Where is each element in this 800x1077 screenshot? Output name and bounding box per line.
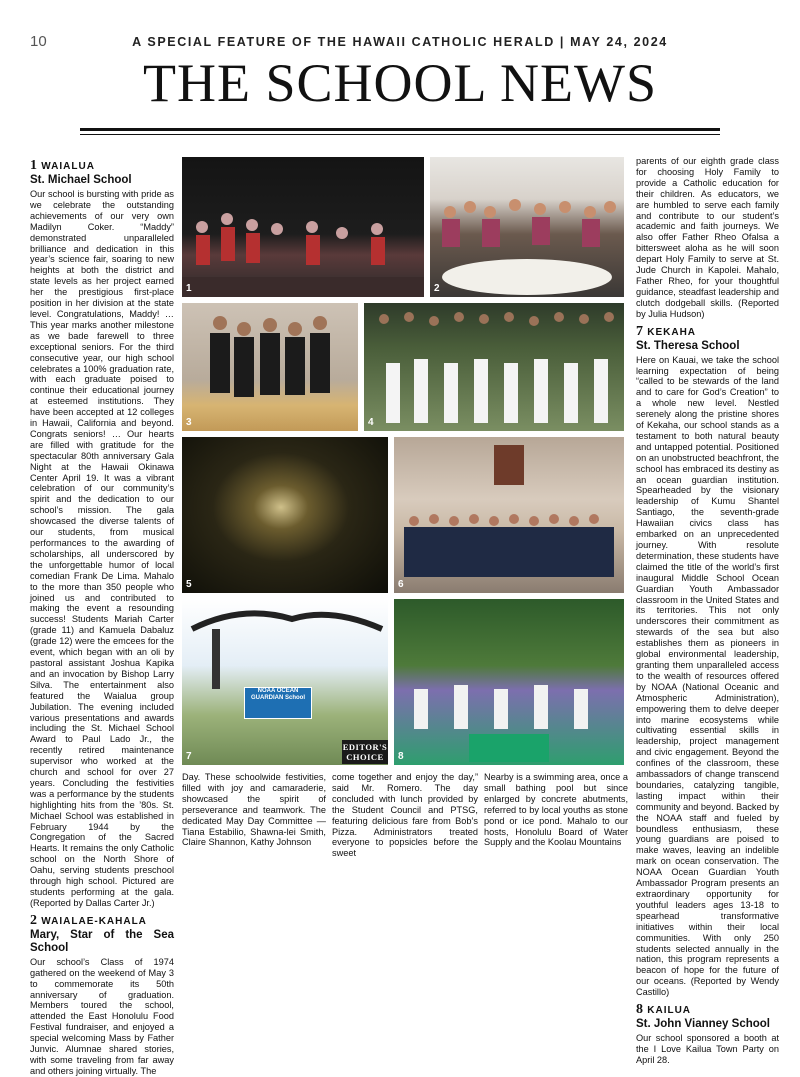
photo-1-figures [182,157,424,297]
article-body: Our school sponsored a booth at the I Love Kailua Town Party on April 28. [636,1033,779,1065]
bottom-column-2 [332,772,478,859]
photo-4 [364,303,624,431]
article-continuation: parents of our eighth grade class for choosing Holy Family to provide a Catholic education for their children. As educators, we are humbled to serve each family and contribute to our student’s academic and faith journeys. We also offer Father Rheo Ofalsa a bittersweet aloha as he will soon depart Holy Family to serve at St. Jude Church in Kapolei. Mahalo, Father Rheo, for your thoughtful guidance, steadfast leadership and clutch dodgeball skills. (Reported by Julia Hudson) [636,156,779,319]
photo-5 [182,437,388,593]
masthead-rule-thin [80,134,720,135]
photo-3-figures [182,303,358,431]
editors-choice-badge: EDITOR'S CHOICE [342,742,388,762]
school-name: St. John Vianney School [636,1018,770,1031]
photo-label: 3 [186,417,192,428]
photo-1 [182,157,424,297]
photo-3 [182,303,358,431]
section-number: 2 [30,912,38,928]
photo-label: 2 [434,283,440,294]
school-name: Mary, Star of the Sea School [30,928,174,954]
photo-label: 6 [398,579,404,590]
section-heading [636,324,779,340]
article-body: Our school is bursting with pride as we celebrate the outstanding achievements of our very own Madilyn Coker. “Maddy” demonstrated unparalleled brilliance and dedication in this year’s science fair, soaring to new heights at both the district and state levels as her project earned her the prestigious first-place position in her division at the state level. Congratulations, Maddy! … This year marks another milestone as we bade farewell to three exceptional seniors. For the third consecutive year, our high school celebrates a 100% graduation rate, with each graduate poised to continue their educational journey at esteemed institutions. They have been accepted at 12 colleges in Hawaii, California and beyond. Congrats seniors! … Our hearts are filled with gratitude for the spectacular 80th anniversary Gala Night at the Hawaii Okinawa Center April 19. It was a vibrant celebration of our community’s spirit and the dedication to our school’s mission. The gala showcased the diverse talents of our students, from musical performances to the awarding of scholarships, all underscored by the unforgettable humor of local comedian Frank De Lima. Mahalo to the more than 350 people who joined us and contributed to making the event a resounding success! Students Mariah Carter (grade 11) and Kamuela Dabaluz (grade 12) were the emcees for the event, which began with an oli by pastoral assistant Joshua Kapika and an invocation by Bishop Larry Silva. The entertainment also featured the Waialua group Jubilation. The evening included various presentations and awards including the St. Michael School Award to Paul Lado Jr., the recently retired maintenance supervisor who worked at the church and school for over 27 years. Concluding the festivities was a performance by the students highlighting hits from the ’80s. St. Michael School was established in February 1944 by the Congregation of the Sacred Hearts. It remains the only Catholic school on the North Shore of Oahu, serving students preschool through high school. Pictured are students performing at the gala. (Reported by Dallas Carter Jr.) [30,189,174,908]
photo-label: 7 [186,751,192,762]
photo-label: 4 [368,417,374,428]
photo-6 [394,437,624,593]
section-heading [30,158,174,174]
bottom-column-1 [182,772,326,848]
section-number: 8 [636,1002,644,1018]
photo-2 [430,157,624,297]
section-location: WAIALUA [41,161,95,172]
section-number: 7 [636,323,644,339]
school-name: St. Michael School [30,174,132,186]
article-body: come together and enjoy the day,” said Mr. Romero. The day concluded with lunch provided by the Student Council and PTSG, featuring delicious fare from Bob’s Pizza. Administrators treated everyone to popsicles before the sweet [332,772,478,859]
kicker: A SPECIAL FEATURE OF THE HAWAII CATHOLIC HERALD | MAY 24, 2024 [132,35,668,49]
photo-4-figures [364,303,624,431]
masthead-rule [80,128,720,131]
ocean-guardian-banner: NOAA OCEAN GUARDIAN School [244,687,312,719]
photo-label: 8 [398,751,404,762]
article-body: Here on Kauai, we take the school learning expectation of being “called to be stewards of the land and to care for God’s Creation” to a whole new level. Nestled serenely along the pristine shores of Kekaha, our school stands as a testament to both natural beauty and untapped potential. Positioned on an unobstructed beachfront, the school has embraced its destiny as an ocean guardian institution. Spearheaded by the visionary leadership of Kumu Shantel Santiago, the seventh-grade Hawaiian civics class has embarked on an unprecedented journey. With resolute determination, these students have claimed the title of the world’s first inaugural Middle School Ocean Guardian Youth Ambassador classroom in the United States and its territories. This not only underscores their commitment as stewards of the sea but also establishes them as pioneers in global environmental leadership, granting them unparalleled access to the wealth of resources offered by NOAA (National Oceanic and Atmospheric Administration), empowering them to delve deeper into marine ecosystems while cultivating essential skills in leadership, project management and civic engagement. Beyond the confines of the classroom, these ambassadors of change transcend boundaries, catalyzing tangible, lasting impact within their community and beyond. Backed by the NOAA staff and fueled by boundless enthusiasm, these young guardians are poised to make waves, leaving an indelible mark on ocean conservation. The NOAA Ocean Guardian Youth Ambassador Program presents an extraordinary opportunity for youthful leaders ages 13-18 to spearhead transformative initiatives within their local communities. With only 250 students selected annually in the nation, this program represents a beacon of hope for the future of our oceans. (Reported by Wendy Castillo) [636,354,780,998]
bottom-column-3 [484,772,628,848]
page-number: 10 [30,33,47,50]
photo-label: 1 [186,283,192,294]
masthead-title: THE SCHOOL NEWS [143,53,657,113]
section-number: 1 [30,158,38,173]
photo-2-figures [430,157,624,297]
column-4 [636,156,780,1065]
photo-label: 5 [186,579,192,590]
section-heading [30,913,174,929]
column-1 [30,156,174,1076]
school-name: St. Theresa School [636,339,740,352]
section-location: KEKAHA [647,326,697,338]
photo-8-figures [394,599,624,765]
photo-6-figures [394,437,624,593]
section-location: KAILUA [647,1005,692,1017]
section-location: WAIALAE-KAHALA [41,915,147,927]
photo-8 [394,599,624,765]
section-heading [636,1002,779,1018]
article-body: Our school’s Class of 1974 gathered on the weekend of May 3 to commemorate its 50th anniversary of graduation. Members toured the school, attended the East Honolulu Food Festival fundraiser, and enjoyed a special welcoming Mass by Father Junvic. Alumnae shared stories, with some traveling from far away and others joining virtually. The [30,956,174,1076]
article-body: Day. These schoolwide festivities, filled with joy and camaraderie, showcased the spirit of perseverance and teamwork. The dedicated May Day Committee — Tiana Estabilio, Shawna-lei Smith, Claire Shannon, Kathy Johnson [182,772,326,848]
article-body: Nearby is a swimming area, once a small bathing pool but since enlarged by concrete abutments, referred to by local youths as stone pond or ice pond. Mahalo to our hosts, Honolulu Board of Water Supply and the Koolau Mountains [484,772,628,848]
